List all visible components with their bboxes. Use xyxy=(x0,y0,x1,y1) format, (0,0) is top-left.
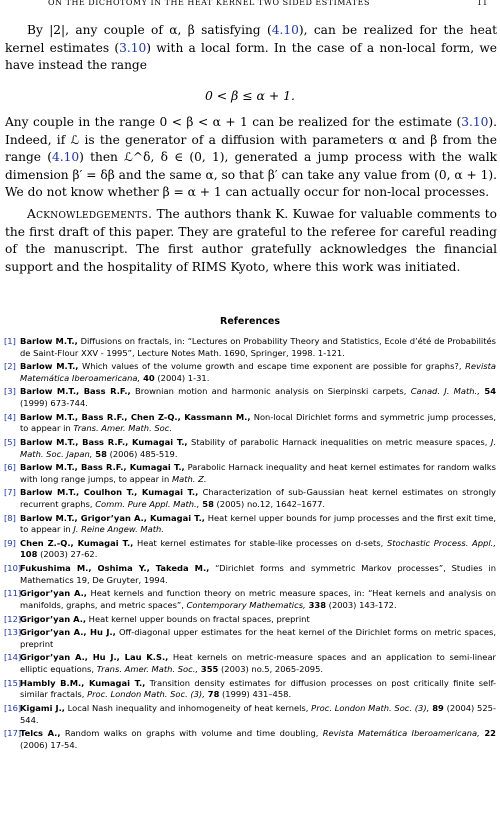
reference-journal: Stochastic Process. Appl., xyxy=(386,537,496,548)
reference-number[interactable]: [7] xyxy=(4,487,16,498)
reference-item xyxy=(4,563,496,586)
reference-number[interactable]: [17] xyxy=(4,728,22,739)
reference-authors: Barlow M.T., Bass R.F., Kumagai T., xyxy=(20,462,185,473)
reference-authors: Barlow M.T., Bass R.F., Kumagai T., xyxy=(20,436,188,447)
reference-volume: 89 xyxy=(429,702,444,713)
reference-number[interactable]: [3] xyxy=(4,386,16,397)
reference-text: Which values of the volume growth and escape time exponent are possible for graphs?, xyxy=(78,361,466,372)
reference-journal: Math. Z. xyxy=(171,473,207,484)
reference-journal: Proc. London Math. Soc. (3), xyxy=(311,702,430,713)
reference-volume: 54 xyxy=(479,386,496,397)
reference-authors: Barlow M.T., Grigor’yan A., Kumagai T., xyxy=(20,512,205,523)
reference-tail: (2004) 525-544. xyxy=(20,702,496,725)
acknowledgements xyxy=(5,206,497,276)
display-equation: 0 < β ≤ α + 1. xyxy=(204,88,295,103)
reference-authors: Telcs A., xyxy=(20,728,61,739)
reference-number[interactable]: [6] xyxy=(4,462,16,473)
p1-text-c: ) with a local form. In the case of a non-local form, we have instead the range xyxy=(5,40,497,73)
equation-ref-4-10-second[interactable]: 4.10 xyxy=(51,150,80,165)
p1-text-b: ), can be realized for the heat kernel estimates ( xyxy=(5,23,497,55)
reference-text: Brownian motion and harmonic analysis on Sierpinski carpets, xyxy=(130,386,411,397)
reference-number[interactable]: [11] xyxy=(4,588,22,599)
reference-tail: (2003) 27-62. xyxy=(37,549,98,560)
reference-number[interactable]: [4] xyxy=(4,411,16,422)
reference-authors: Fukushima M., Oshima Y., Takeda M., xyxy=(20,563,210,574)
reference-text: Parabolic Harnack inequality and heat kernel estimates for random walks with long range jumps, to appear in xyxy=(20,462,496,484)
reference-tail: (1999) 673-744. xyxy=(20,398,88,409)
reference-tail: (2005) no.12, 1642–1677. xyxy=(213,499,326,509)
reference-journal: J. Math. Soc. Japan, xyxy=(20,436,496,459)
reference-tail: (2004) 1-31. xyxy=(154,372,210,383)
reference-number[interactable]: [14] xyxy=(4,652,22,663)
reference-volume: 108 xyxy=(20,549,38,560)
reference-authors: Barlow M.T., Bass R.F., xyxy=(20,386,131,397)
equation-ref-3-10-second[interactable]: 3.10 xyxy=(461,115,489,129)
reference-authors: Grigor’yan A., Hu J., Lau K.S., xyxy=(20,652,169,663)
reference-number[interactable]: [12] xyxy=(4,613,22,624)
reference-text: Diffusions on fractals, in: “Lectures on Probability Theory and Statistics, Ecole d’été de Probabilités de Saint-Flour XXV - 1995”, Lecture Notes Math. 1690, Springer, 1998. 1-121. xyxy=(20,336,496,358)
p1-text-a: By |2|, any couple of α, β satisfying ( xyxy=(27,23,272,37)
reference-item xyxy=(4,588,496,611)
reference-authors: Barlow M.T., xyxy=(20,361,79,372)
reference-item xyxy=(4,703,496,726)
reference-text: Heat kernels on metric-measure spaces and an application to semi-linear elliptic equations, xyxy=(20,652,496,675)
paragraph-range-intro xyxy=(5,22,497,75)
reference-authors: Barlow M.T., xyxy=(20,336,78,346)
reference-number[interactable]: [5] xyxy=(4,436,16,447)
reference-tail: (2003) 143-172. xyxy=(326,599,397,610)
reference-item xyxy=(4,487,496,510)
reference-text: “Dirichlet forms and symmetric Markov processes”, Studies in Mathematics 19, De Gruyter, 1994. xyxy=(20,563,496,585)
reference-item xyxy=(4,678,496,701)
reference-journal: Canad. J. Math., xyxy=(410,386,480,397)
reference-text: Characterization of sub-Gaussian heat kernel estimates on strongly recurrent graphs, xyxy=(20,487,496,509)
reference-tail: (2006) 17-54. xyxy=(20,739,78,750)
reference-number[interactable]: [13] xyxy=(4,627,22,638)
paragraph-range-discussion xyxy=(5,114,497,202)
equation-ref-4-10[interactable]: 4.10 xyxy=(271,23,299,37)
reference-authors: Barlow M.T., Coulhon T., Kumagai T., xyxy=(20,487,199,498)
reference-item xyxy=(4,437,496,460)
reference-item xyxy=(4,652,496,675)
reference-item xyxy=(4,336,496,359)
reference-number[interactable]: [16] xyxy=(4,702,22,713)
reference-authors: Chen Z.-Q., Kumagai T., xyxy=(20,537,134,548)
reference-journal: Proc. London Math. Soc. (3), xyxy=(87,689,205,700)
reference-number[interactable]: [10] xyxy=(4,563,22,574)
running-head-title: ON THE DICHOTOMY IN THE HEAT KERNEL TWO SIDED ESTIMATES xyxy=(48,0,370,7)
reference-text: Non-local Dirichlet forms and symmetric jump processes, to appear in xyxy=(20,411,497,434)
acknowledgements-label: Acknowledgements. xyxy=(27,207,153,221)
reference-authors: Grigor’yan A., xyxy=(20,588,87,599)
reference-number[interactable]: [9] xyxy=(4,537,16,548)
reference-volume: 40 xyxy=(140,372,155,383)
reference-text: Stability of parabolic Harnack inequalities on metric measure spaces, xyxy=(187,436,491,447)
reference-text: Local Nash inequality and inhomogeneity of heat kernels, xyxy=(64,702,312,713)
acknowledgements-text: The authors thank K. Kuwae for valuable comments to the first draft of this paper. They are grateful to the referee for careful reading of the manuscript. The first author gratefully acknowledges the financial support and the hospitality of RIMS Kyoto, where this work was initiated. xyxy=(5,207,497,274)
references-list xyxy=(4,336,496,753)
reference-journal: Trans. Amer. Math. Soc. xyxy=(73,423,173,434)
reference-volume: 22 xyxy=(479,728,496,739)
reference-number[interactable]: [2] xyxy=(4,361,16,372)
reference-journal: Revista Matemática Iberoamericana, xyxy=(20,361,496,383)
equation-ref-3-10[interactable]: 3.10 xyxy=(119,40,147,55)
reference-text: Heat kernel upper bounds for jump processes and the first exit time, to appear in xyxy=(20,512,496,535)
reference-number[interactable]: [15] xyxy=(4,677,22,688)
reference-tail: (1999) 431–458. xyxy=(219,689,292,700)
reference-text: Heat kernel upper bounds on fractal spaces, preprint xyxy=(86,613,310,624)
reference-authors: Grigor’yan A., xyxy=(20,613,87,624)
reference-authors: Kigami J., xyxy=(20,702,65,713)
reference-item xyxy=(4,412,496,435)
reference-tail: (2003) no.5, 2065-2095. xyxy=(218,664,324,675)
reference-volume: 355 xyxy=(198,664,219,675)
reference-journal: J. Reine Angew. Math. xyxy=(73,524,164,535)
reference-text: Transition density estimates for diffusion processes on post critically finite self-similar fractals, xyxy=(20,677,496,700)
reference-number[interactable]: [1] xyxy=(4,336,16,346)
reference-text: Off-diagonal upper estimates for the heat kernel of the Dirichlet forms on metric spaces, preprint xyxy=(20,627,496,649)
reference-volume: 338 xyxy=(305,599,327,610)
reference-journal: Comm. Pure Appl. Math., xyxy=(95,499,200,509)
reference-item xyxy=(4,538,496,561)
running-head xyxy=(0,0,500,9)
p2-text-a: Any couple in the range 0 < β < α + 1 can be realized for the estimate ( xyxy=(5,115,462,129)
reference-item xyxy=(4,386,496,409)
reference-volume: 78 xyxy=(204,689,220,700)
reference-journal: Contemporary Mathematics, xyxy=(186,599,306,610)
reference-journal: Revista Matemática Iberoamericana, xyxy=(322,728,480,739)
reference-authors: Grigor’yan A., Hu J., xyxy=(20,627,116,638)
reference-volume: 58 xyxy=(199,499,214,509)
reference-tail: (2006) 485-519. xyxy=(106,448,178,459)
reference-item xyxy=(4,614,496,626)
reference-item xyxy=(4,627,496,650)
references-heading: References xyxy=(220,316,280,327)
reference-item xyxy=(4,361,496,384)
p2-text-c: ) then ℒ^δ, δ ∈ (0, 1), generated a jump process with the walk dimension β′ = δβ and the same α, so that β′ can take any value from (0, α + 1). We do not know whether β = α + 1 can actually occur for non-local processes. xyxy=(5,150,497,200)
reference-item xyxy=(4,728,496,751)
reference-journal: Trans. Amer. Math. Soc., xyxy=(96,664,199,675)
reference-volume: 58 xyxy=(92,448,107,459)
reference-text: Heat kernels and function theory on metric measure spaces, in: “Heat kernels and analysis on manifolds, graphs, and metric spaces”, xyxy=(20,588,497,610)
p2-text-b: ). Indeed, if ℒ is the generator of a diffusion with parameters α and β from the range ( xyxy=(5,115,497,165)
reference-text: Random walks on graphs with volume and time doubling, xyxy=(60,728,323,739)
reference-number[interactable]: [8] xyxy=(4,512,16,523)
reference-authors: Barlow M.T., Bass R.F., Chen Z-Q., Kassmann M., xyxy=(20,411,251,422)
reference-item xyxy=(4,462,496,485)
page-number: 11 xyxy=(476,0,488,7)
reference-authors: Hambly B.M., Kumagai T., xyxy=(20,677,146,688)
reference-item xyxy=(4,513,496,536)
reference-text: Heat kernel estimates for stable-like processes on d-sets, xyxy=(133,537,387,548)
